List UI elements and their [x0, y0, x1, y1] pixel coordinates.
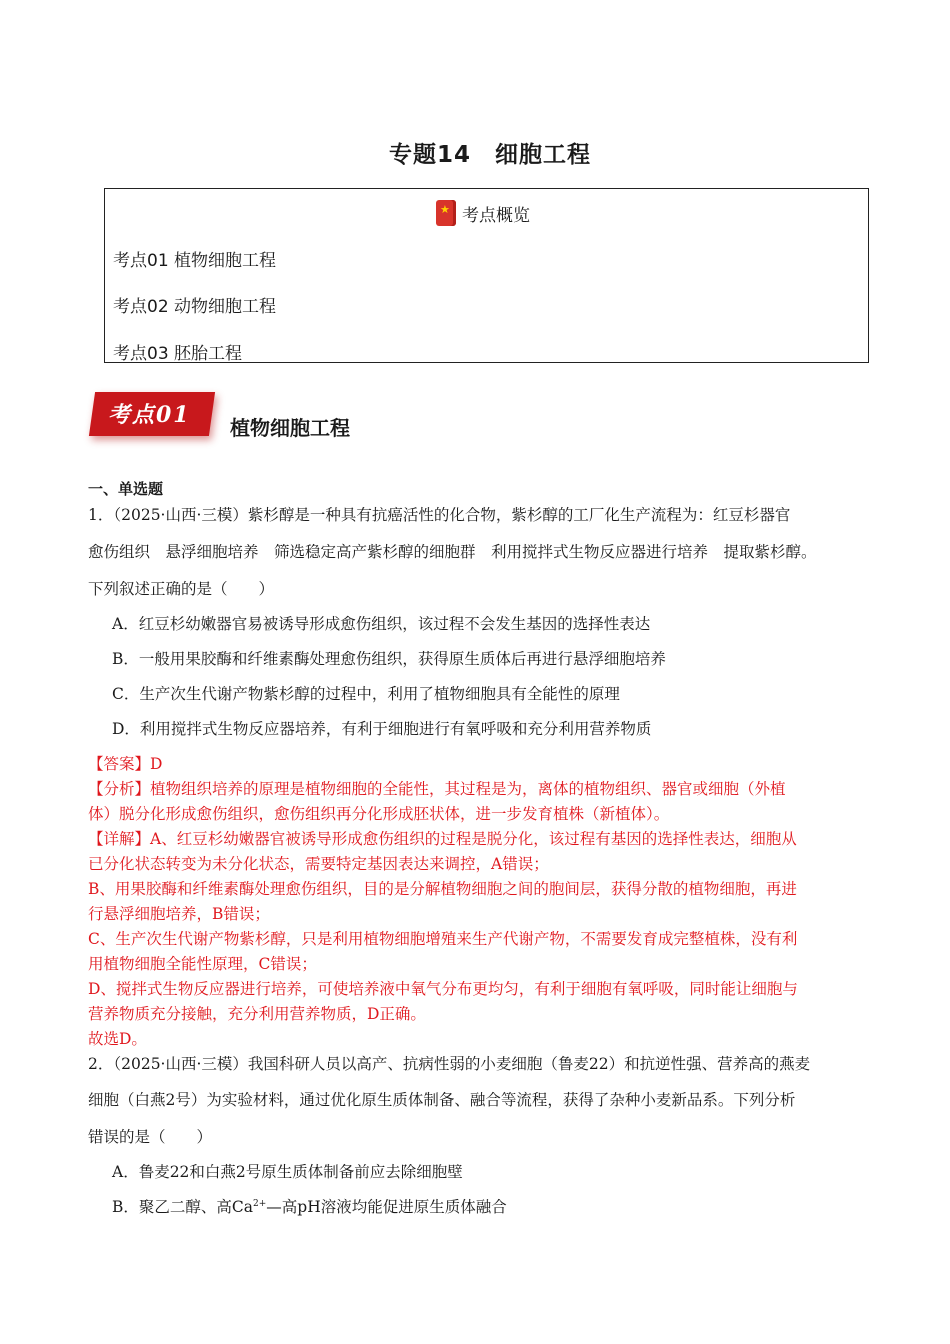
q1-detail-line-2: 已分化状态转变为未分化状态，需要特定基因表达来调控，A错误；: [88, 855, 549, 873]
q1-option-c: C．生产次生代谢产物紫杉醇的过程中，利用了植物细胞具有全能性的原理: [112, 685, 620, 703]
overview-item-2: 考点02 动物细胞工程: [113, 297, 277, 317]
q1-option-b: B．一般用果胶酶和纤维素酶处理愈伤组织，获得原生质体后再进行悬浮细胞培养: [112, 650, 666, 668]
section-badge-label: 考点01: [108, 402, 191, 428]
q1-detail-line-3: B、用果胶酶和纤维素酶处理愈伤组织，目的是分解植物细胞之间的胞间层，获得分散的植物细胞，再进: [88, 880, 797, 898]
q1-option-d: D．利用搅拌式生物反应器培养，有利于细胞进行有氧呼吸和充分利用营养物质: [112, 720, 652, 738]
book-icon: [436, 200, 456, 226]
question-type-heading: 一、单选题: [88, 480, 164, 498]
overview-heading-label: 考点概览: [462, 205, 530, 226]
q1-detail-line-8: 营养物质充分接触，充分利用营养物质，D正确。: [88, 1005, 426, 1023]
q1-detail-line-1: 【详解】A、红豆杉幼嫩器官被诱导形成愈伤组织的过程是脱分化，该过程有基因的选择性表达，细胞从: [88, 830, 797, 848]
q1-analysis-line-1: 【分析】植物组织培养的原理是植物细胞的全能性，其过程是为，离体的植物组织、器官或细胞（外植: [88, 780, 786, 798]
q1-conclusion: 故选D。: [88, 1030, 147, 1048]
q1-detail-line-6: 用植物细胞全能性原理，C错误；: [88, 955, 317, 973]
q1-detail-line-7: D、搅拌式生物反应器进行培养，可使培养液中氧气分布更均匀，有利于细胞有氧呼吸，同时能让细胞与: [88, 980, 798, 998]
q1-detail-line-4: 行悬浮细胞培养，B错误；: [88, 905, 270, 923]
section-title: 植物细胞工程: [230, 416, 350, 440]
overview-heading: [436, 199, 530, 227]
q2-stem-line-1: 2．（2025·山西·三模）我国科研人员以高产、抗病性弱的小麦细胞（鲁麦22）和抗逆性强、营养高的燕麦: [88, 1055, 811, 1073]
q2-stem-line-3: 错误的是（ ）: [88, 1128, 213, 1146]
q2-option-b-post: —高pH溶液均能促进原生质体融合: [266, 1198, 507, 1216]
q1-option-a: A．红豆杉幼嫩器官易被诱导形成愈伤组织，该过程不会发生基因的选择性表达: [112, 615, 651, 633]
page-title: 专题14 细胞工程: [388, 142, 591, 168]
overview-item-3: 考点03 胚胎工程: [113, 344, 243, 364]
q1-answer: 【答案】D: [88, 755, 163, 773]
overview-item-1: 考点01 植物细胞工程: [113, 251, 277, 271]
q2-option-a: A．鲁麦22和白燕2号原生质体制备前应去除细胞壁: [112, 1163, 463, 1181]
q1-detail-line-5: C、生产次生代谢产物紫杉醇，只是利用植物细胞增殖来生产代谢产物，不需要发育成完整植株，没有利: [88, 930, 798, 948]
q1-analysis-line-2: 体）脱分化形成愈伤组织，愈伤组织再分化形成胚状体，进一步发育植株（新植体）。: [88, 805, 670, 823]
q1-stem-line-3: 下列叙述正确的是（ ）: [88, 580, 275, 598]
q1-stem-line-2: 愈伤组织 悬浮细胞培养 筛选稳定高产紫杉醇的细胞群 利用搅拌式生物反应器进行培养 提取紫杉醇。: [88, 543, 817, 561]
q2-stem-line-2: 细胞（白燕2号）为实验材料，通过优化原生质体制备、融合等流程，获得了杂种小麦新品系。下列分析: [88, 1091, 796, 1109]
q1-stem-line-1: 1．（2025·山西·三模）紫杉醇是一种具有抗癌活性的化合物，紫杉醇的工厂化生产流程为：红豆杉器官: [88, 506, 791, 524]
q2-option-b-sup: 2+: [253, 1198, 267, 1209]
q2-option-b: [112, 1195, 507, 1217]
q2-option-b-pre: B．聚乙二醇、高Ca: [112, 1198, 253, 1216]
